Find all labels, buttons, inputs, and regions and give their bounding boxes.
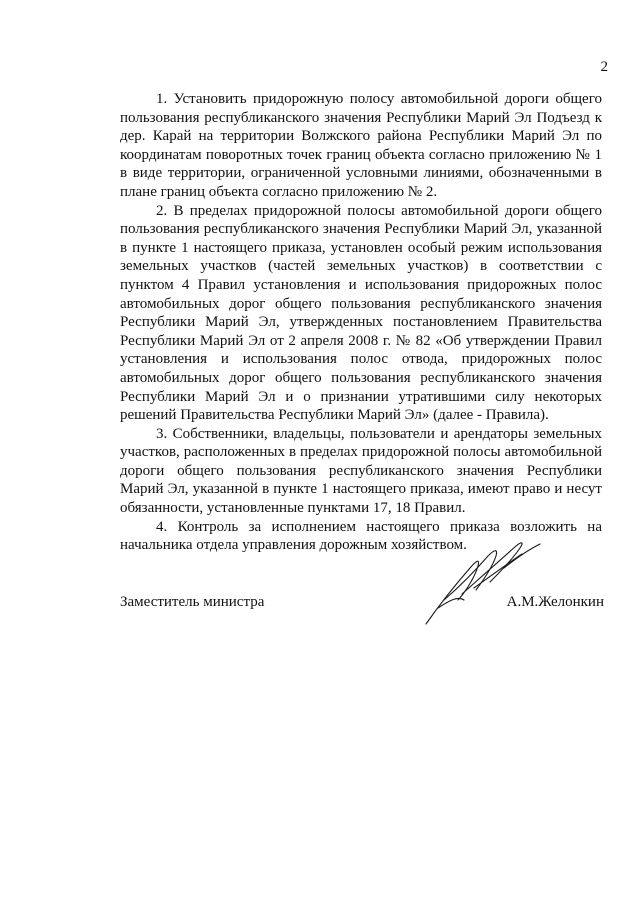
document-body — [120, 90, 602, 555]
page-number: 2 — [600, 59, 608, 75]
signatory-name: А.М.Желонкин — [506, 594, 604, 610]
paragraph-4: 4. Контроль за исполнением настоящего приказа возложить на начальника отдела управления дорожным хозяйством. — [120, 518, 602, 554]
paragraph-1: 1. Установить придорожную полосу автомобильной дороги общего пользования республиканского значения Республики Марий Эл Подъезд к дер. Карай на территории Волжского района Республики Марий Эл по координатам поворотных точек границ объекта согласно приложению № 1 в виде территории, ограниченной условными линиями, обозначенными в плане границ объекта согласно приложению № 2. — [120, 91, 602, 200]
paragraph-3: 3. Собственники, владельцы, пользователи и арендаторы земельных участков, расположенных в пределах придорожной полосы автомобильной дороги общего пользования республиканского значения Республики Марий Эл, указанной в пункте 1 настоящего приказа, имеют право и несут обязанности, установленные пунктами 17, 18 Правил. — [120, 425, 602, 517]
signatory-position: Заместитель министра — [120, 594, 265, 610]
signature-block — [120, 583, 604, 623]
paragraph-2: 2. В пределах придорожной полосы автомобильной дороги общего пользования республиканского значения Республики Марий Эл, указанной в пункте 1 настоящего приказа, установлен особый режим использования земельных участков (частей земельных участков) в соответствии с пунктом 4 Правил установления и использования придорожных полос автомобильных дорог общего пользования республиканского значения Республики Марий Эл, утвержденных постановлением Правительства Республики Марий Эл от 2 апреля 2008 г. № 82 «Об утверждении Правил установления и использования полос отвода, придорожных полос автомобильных дорог общего пользования республиканского значения Республики Марий Эл и о признании утратившими силу некоторых решений Правительства Республики Марий Эл» (далее - Правила). — [120, 202, 602, 424]
